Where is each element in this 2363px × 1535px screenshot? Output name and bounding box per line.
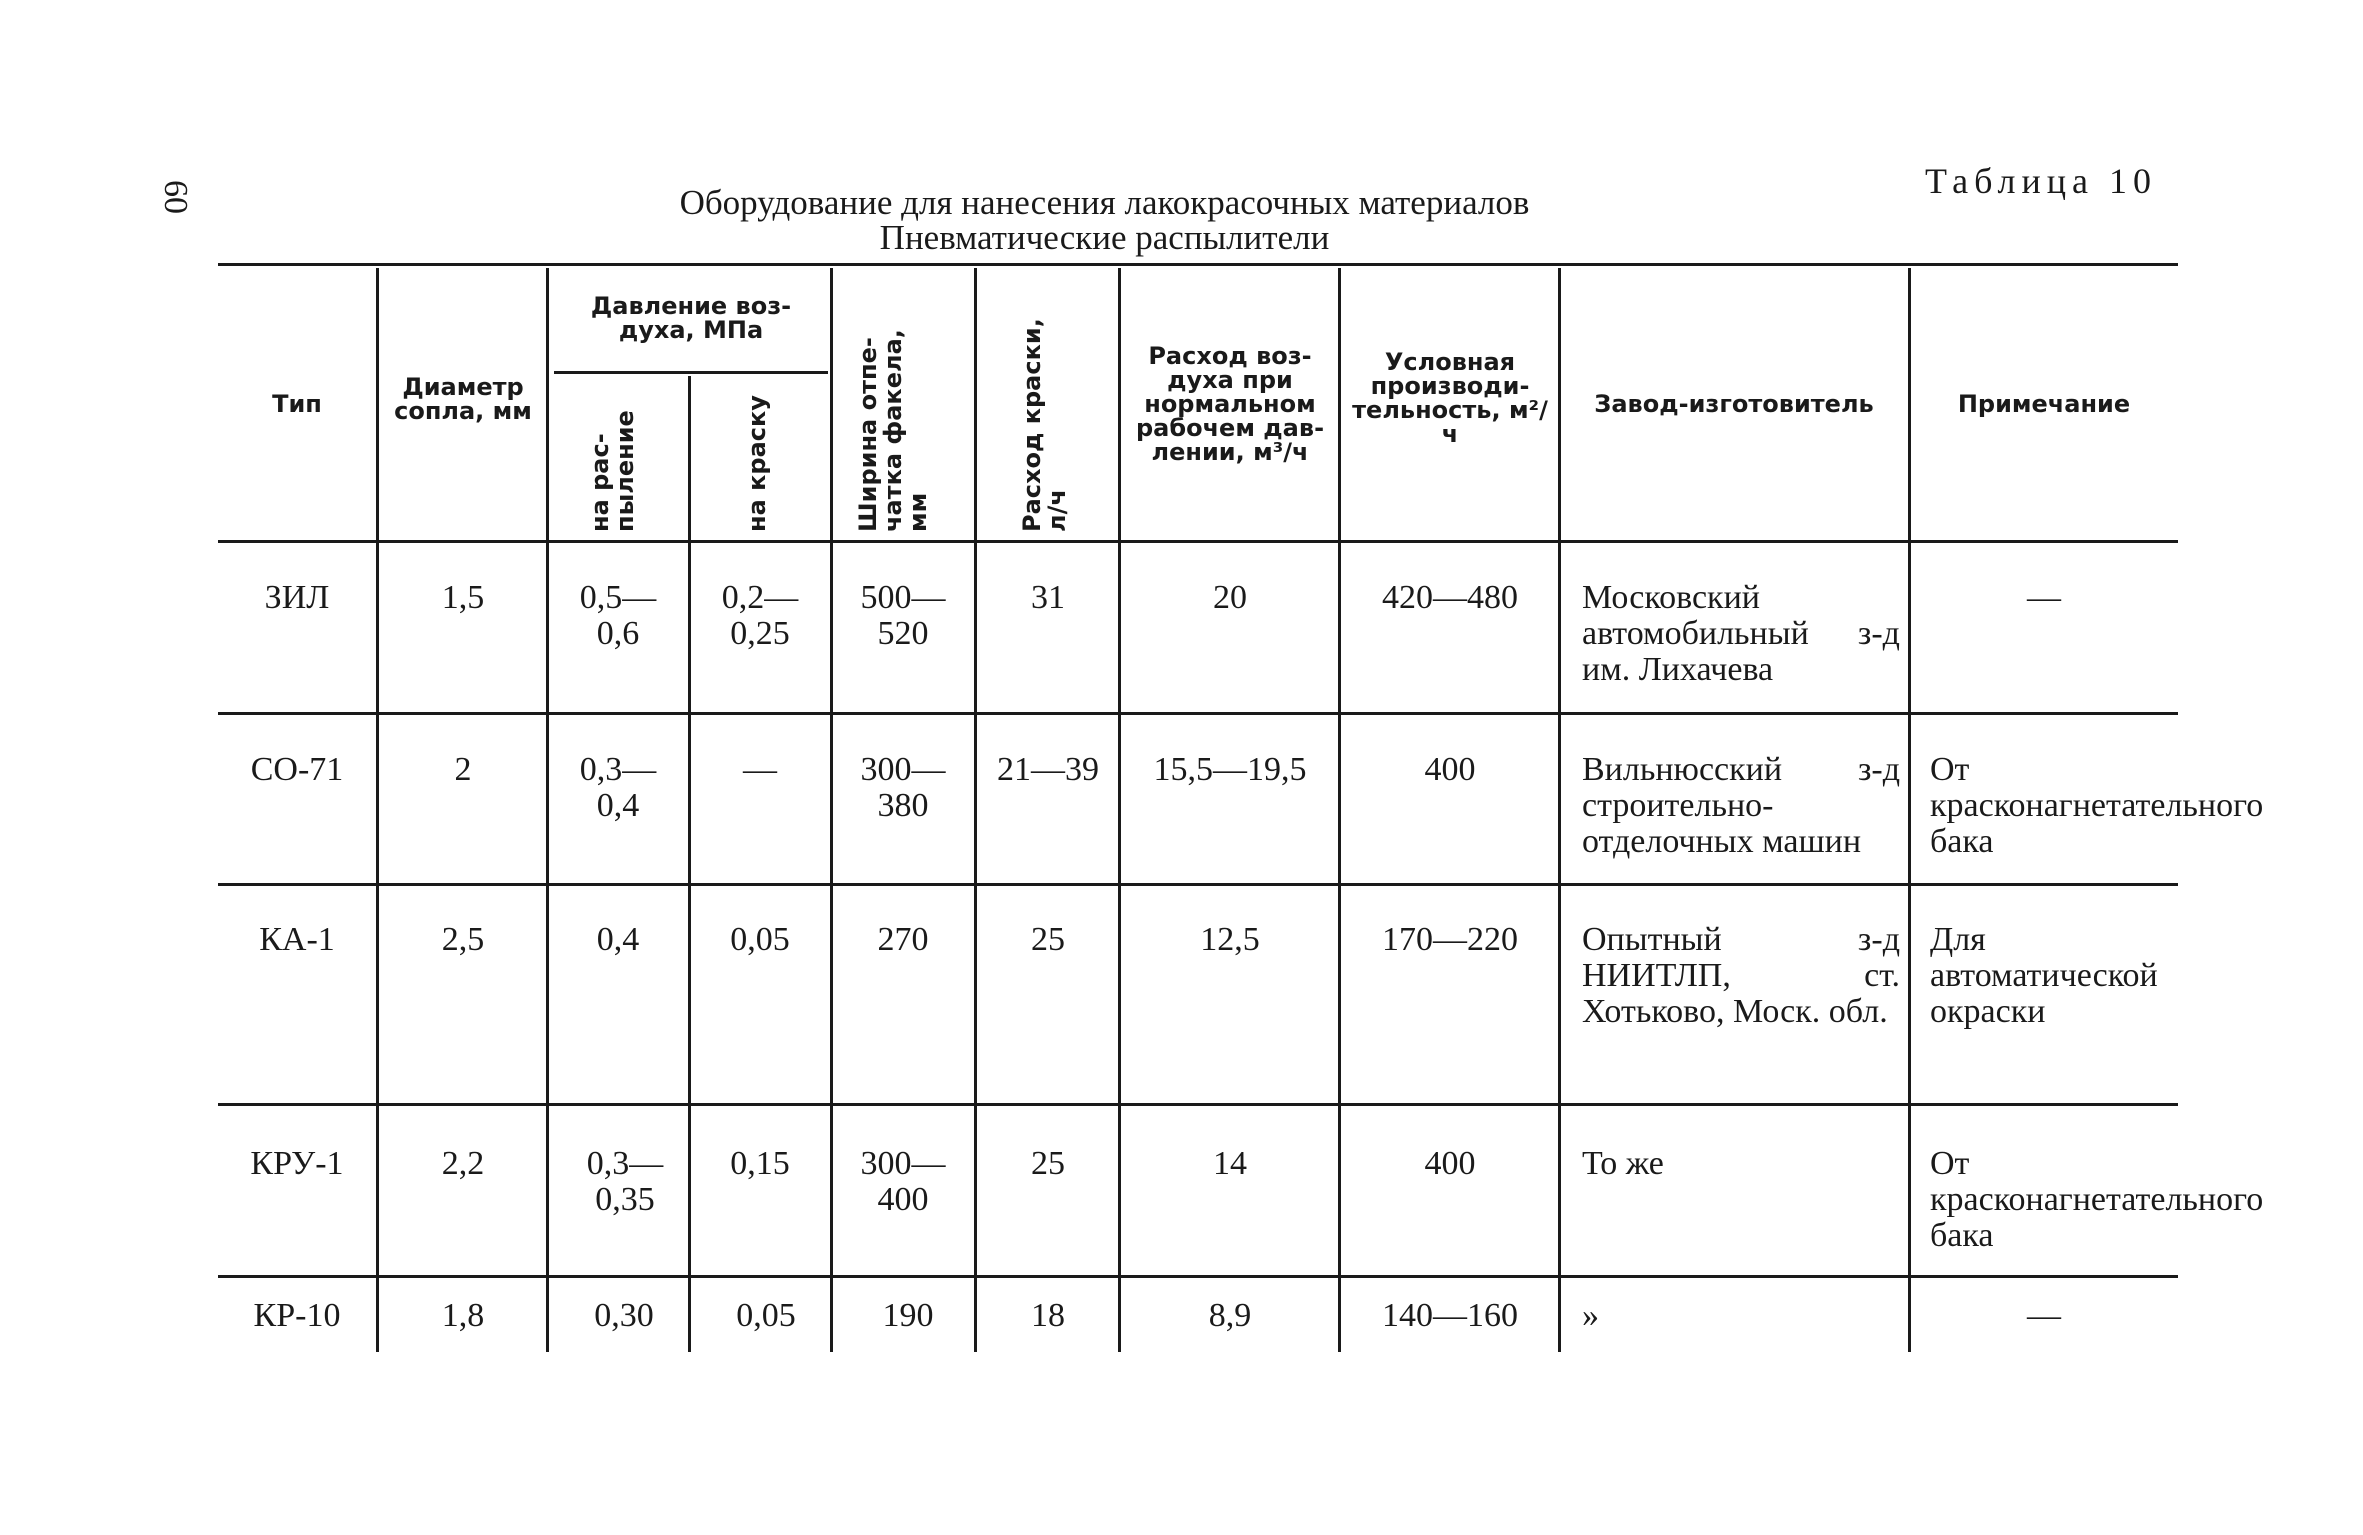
table-label: Таблица 10 (1925, 161, 2157, 201)
cell-air-flow: 20 (1213, 579, 1247, 616)
cell-type: КР-10 (253, 1297, 341, 1334)
cell-type: СО-71 (250, 751, 344, 788)
header-air-flow: Расход воз-духа при нормальном рабочем дав-лении, м³/ч (1135, 342, 1325, 466)
cell-nozzle: 2,5 (441, 921, 485, 958)
cell-productivity: 400 (1424, 751, 1476, 788)
cell-productivity: 140—160 (1382, 1297, 1518, 1334)
cell-paint: 0,2—0,25 (721, 579, 799, 652)
cell-nozzle: 1,5 (441, 579, 485, 616)
cell-paint: 0,05 (730, 921, 790, 958)
table-title: Оборудование для нанесения лакокрасочных материалов (679, 183, 1530, 222)
cell-manufacturer: Опытный з-д НИИТЛП, ст. Хотьково, Моск. обл. (1582, 921, 1900, 1030)
cell-note: — (2027, 579, 2061, 616)
cell-paint-flow: 25 (1031, 921, 1065, 958)
cell-width: 500—520 (860, 579, 946, 652)
page-number: 60 (157, 180, 194, 214)
cell-width: 300—400 (860, 1145, 946, 1218)
cell-note: От красконагнетательного бака (1930, 751, 2264, 860)
header-paint-pressure: на краску (743, 395, 771, 532)
table-subtitle: Пневматические распылители (879, 218, 1330, 257)
cell-width: 300—380 (860, 751, 946, 824)
cell-nozzle: 1,8 (441, 1297, 485, 1334)
cell-manufacturer: Московский автомобильный з-д им. Лихачева (1582, 579, 1900, 688)
cell-spray: 0,3—0,4 (579, 751, 657, 824)
cell-width: 190 (882, 1297, 934, 1334)
header-note: Примечание (1957, 390, 2131, 418)
cell-note: Для автоматической окраски (1930, 921, 2158, 1030)
cell-air-flow: 12,5 (1200, 921, 1260, 958)
header-air-pressure: Давление воз-духа, МПа (590, 292, 792, 344)
cell-paint-flow: 25 (1031, 1145, 1065, 1182)
cell-manufacturer: Вильнюсский з-д строительно-отделочных машин (1582, 751, 1900, 860)
cell-nozzle: 2,2 (441, 1145, 485, 1182)
header-nozzle-diameter: Диаметр сопла, мм (394, 373, 532, 425)
cell-spray: 0,3—0,35 (586, 1145, 664, 1218)
cell-productivity: 420—480 (1382, 579, 1518, 616)
cell-spray: 0,30 (594, 1297, 654, 1334)
cell-air-flow: 8,9 (1208, 1297, 1252, 1334)
cell-paint: 0,05 (736, 1297, 796, 1334)
cell-note: — (2027, 1297, 2061, 1334)
cell-paint-flow: 31 (1031, 579, 1065, 616)
cell-paint: — (743, 751, 777, 788)
cell-productivity: 400 (1424, 1145, 1476, 1182)
cell-air-flow: 15,5—19,5 (1153, 751, 1307, 788)
cell-manufacturer: » (1582, 1297, 1599, 1334)
cell-spray: 0,4 (596, 921, 640, 958)
header-paint-flow: Расход краски, л/ч (1018, 318, 1071, 532)
header-type: Тип (272, 390, 322, 418)
cell-type: КРУ-1 (250, 1145, 344, 1182)
cell-type: КА-1 (259, 921, 335, 958)
cell-note: От красконагнетательного бака (1930, 1145, 2264, 1254)
header-productivity: Условная производи-тельность, м²/ч (1352, 348, 1548, 448)
cell-spray: 0,5—0,6 (579, 579, 657, 652)
header-manufacturer: Завод-изготовитель (1594, 390, 1874, 418)
cell-manufacturer: То же (1582, 1145, 1664, 1182)
cell-width: 270 (877, 921, 929, 958)
cell-air-flow: 14 (1213, 1145, 1247, 1182)
cell-productivity: 170—220 (1382, 921, 1518, 958)
cell-paint: 0,15 (730, 1145, 790, 1182)
cell-paint-flow: 18 (1031, 1297, 1065, 1334)
cell-paint-flow: 21—39 (997, 751, 1099, 788)
header-spray-width: Ширина отпе-чатка факела, мм (854, 329, 932, 532)
cell-nozzle: 2 (454, 751, 472, 788)
cell-type: ЗИЛ (264, 579, 330, 616)
header-spray-pressure: на рас-пыление (586, 410, 639, 532)
